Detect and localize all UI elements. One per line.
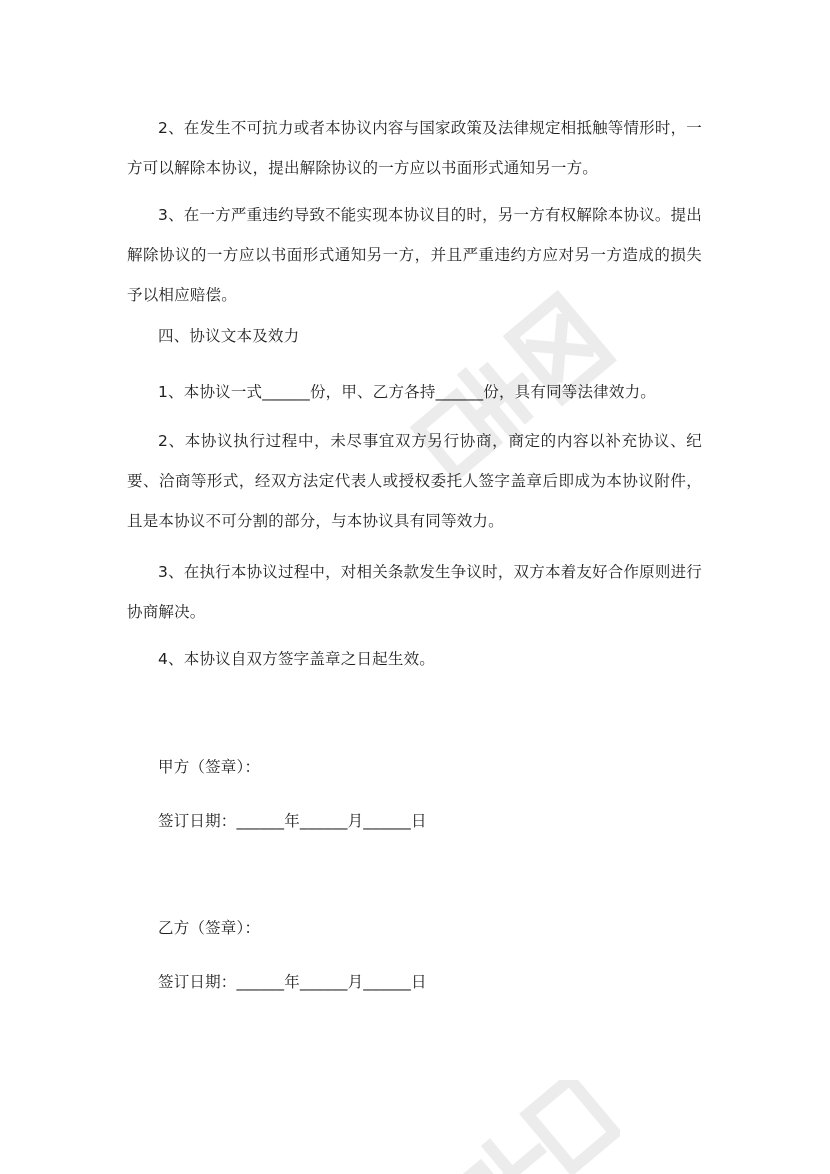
clause-termination-2: 2、在发生不可抗力或者本协议内容与国家政策及法律规定相抵触等情形时，一方可以解除本协议，提出解除协议的一方应以书面形式通知另一方。 [127, 119, 702, 177]
clause-effect-3: 3、在执行本协议过程中，对相关条款发生争议时，双方本着友好合作原则进行协商解决。 [127, 563, 702, 621]
clause-effect-2: 2、本协议执行过程中，未尽事宜双方另行协商，商定的内容以补充协议、纪要、洽商等形式，经双方法定代表人或授权委托人签字盖章后即成为本协议附件，且是本协议不可分割的部分，与本协议具有同等效力。 [127, 432, 702, 530]
watermark-mark-bottom [420, 1080, 620, 1174]
clause-termination-3: 3、在一方严重违约导致不能实现本协议目的时，另一方有权解除本协议。提出解除协议的一方应以书面形式通知另一方，并且严重违约方应对另一方造成的损失予以相应赔偿。 [127, 206, 702, 304]
party-b-signature-label: 乙方（签章）： [158, 919, 261, 937]
clause-effect-1: 1、本协议一式______份，甲、乙方各持______份，具有同等法律效力。 [158, 383, 656, 401]
section-four-title: 四、协议文本及效力 [158, 327, 300, 345]
party-b-signing-date: 签订日期：______年______月______日 [158, 973, 427, 991]
clause-effect-4: 4、本协议自双方签字盖章之日起生效。 [158, 650, 435, 668]
party-a-signing-date: 签订日期：______年______月______日 [158, 812, 427, 830]
party-a-signature-label: 甲方（签章）： [158, 758, 261, 776]
